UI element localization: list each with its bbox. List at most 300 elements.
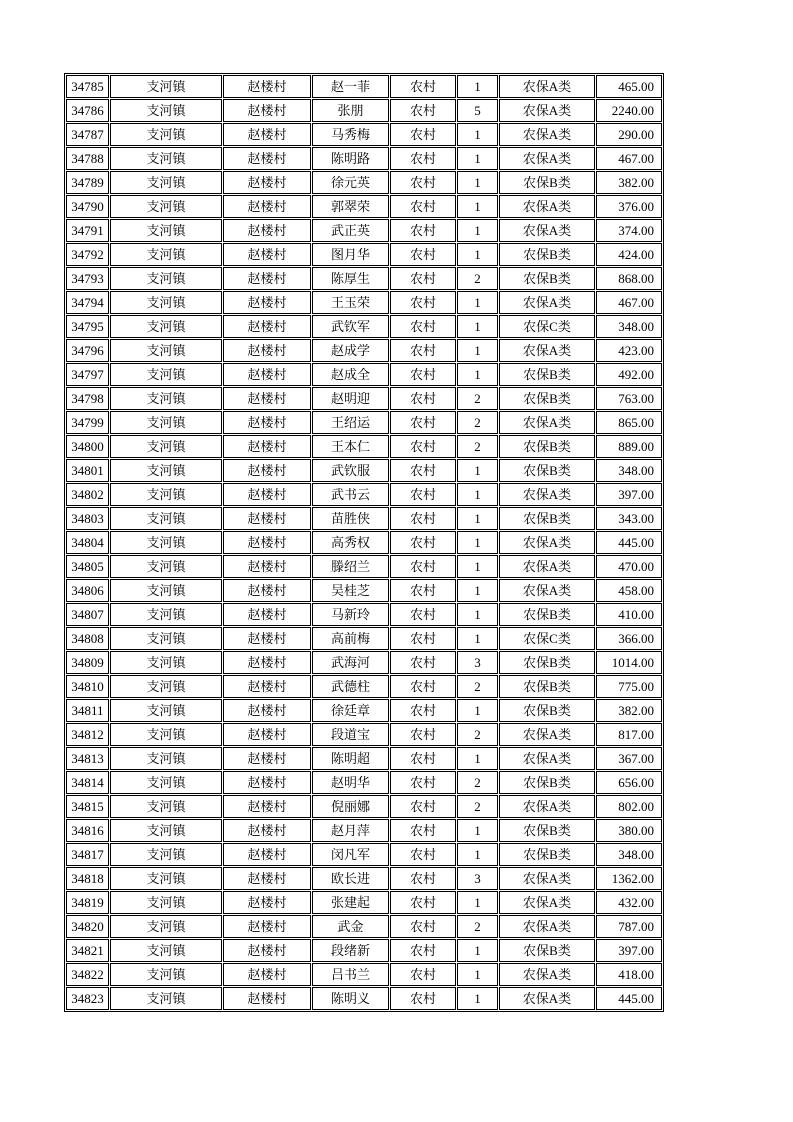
cell-residence-type: 农村 [390, 963, 456, 986]
cell-residence-type: 农村 [390, 747, 456, 770]
cell-residence-type: 农村 [390, 795, 456, 818]
cell-record-id: 34789 [66, 171, 109, 194]
cell-village: 赵楼村 [223, 987, 311, 1010]
cell-person-count: 1 [457, 603, 498, 626]
cell-town: 支河镇 [110, 75, 222, 98]
cell-residence-type: 农村 [390, 363, 456, 386]
cell-record-id: 34803 [66, 507, 109, 530]
cell-town: 支河镇 [110, 771, 222, 794]
cell-town: 支河镇 [110, 339, 222, 362]
cell-village: 赵楼村 [223, 603, 311, 626]
cell-amount: 1014.00 [596, 651, 662, 674]
cell-village: 赵楼村 [223, 867, 311, 890]
cell-person-count: 1 [457, 339, 498, 362]
cell-name: 陈明超 [312, 747, 389, 770]
cell-insurance-category: 农保C类 [499, 627, 595, 650]
cell-insurance-category: 农保C类 [499, 315, 595, 338]
cell-town: 支河镇 [110, 459, 222, 482]
cell-person-count: 2 [457, 723, 498, 746]
cell-record-id: 34820 [66, 915, 109, 938]
cell-insurance-category: 农保B类 [499, 243, 595, 266]
cell-record-id: 34812 [66, 723, 109, 746]
cell-residence-type: 农村 [390, 867, 456, 890]
cell-name: 武钦服 [312, 459, 389, 482]
cell-insurance-category: 农保A类 [499, 795, 595, 818]
cell-village: 赵楼村 [223, 675, 311, 698]
cell-town: 支河镇 [110, 195, 222, 218]
cell-residence-type: 农村 [390, 699, 456, 722]
cell-insurance-category: 农保A类 [499, 579, 595, 602]
table-body [66, 75, 662, 1010]
table-row [66, 75, 662, 98]
cell-amount: 367.00 [596, 747, 662, 770]
cell-amount: 343.00 [596, 507, 662, 530]
table-row [66, 555, 662, 578]
cell-record-id: 34819 [66, 891, 109, 914]
cell-insurance-category: 农保A类 [499, 867, 595, 890]
cell-town: 支河镇 [110, 267, 222, 290]
cell-village: 赵楼村 [223, 171, 311, 194]
cell-name: 赵月萍 [312, 819, 389, 842]
cell-record-id: 34821 [66, 939, 109, 962]
table-row [66, 123, 662, 146]
cell-name: 武海河 [312, 651, 389, 674]
table-row [66, 939, 662, 962]
cell-village: 赵楼村 [223, 771, 311, 794]
table-row [66, 459, 662, 482]
cell-amount: 432.00 [596, 891, 662, 914]
cell-insurance-category: 农保B类 [499, 507, 595, 530]
cell-town: 支河镇 [110, 387, 222, 410]
cell-residence-type: 农村 [390, 171, 456, 194]
cell-residence-type: 农村 [390, 579, 456, 602]
cell-record-id: 34788 [66, 147, 109, 170]
cell-person-count: 1 [457, 819, 498, 842]
cell-record-id: 34791 [66, 219, 109, 242]
cell-name: 滕绍兰 [312, 555, 389, 578]
cell-insurance-category: 农保A类 [499, 339, 595, 362]
cell-name: 段道宝 [312, 723, 389, 746]
cell-residence-type: 农村 [390, 147, 456, 170]
cell-name: 王玉荣 [312, 291, 389, 314]
cell-residence-type: 农村 [390, 987, 456, 1010]
cell-insurance-category: 农保A类 [499, 99, 595, 122]
cell-amount: 348.00 [596, 843, 662, 866]
cell-record-id: 34810 [66, 675, 109, 698]
cell-residence-type: 农村 [390, 291, 456, 314]
cell-residence-type: 农村 [390, 891, 456, 914]
cell-insurance-category: 农保A类 [499, 555, 595, 578]
cell-village: 赵楼村 [223, 387, 311, 410]
cell-residence-type: 农村 [390, 651, 456, 674]
cell-person-count: 1 [457, 579, 498, 602]
cell-town: 支河镇 [110, 915, 222, 938]
cell-residence-type: 农村 [390, 915, 456, 938]
cell-name: 赵一菲 [312, 75, 389, 98]
cell-amount: 410.00 [596, 603, 662, 626]
cell-person-count: 1 [457, 507, 498, 530]
cell-residence-type: 农村 [390, 123, 456, 146]
cell-amount: 424.00 [596, 243, 662, 266]
cell-town: 支河镇 [110, 147, 222, 170]
cell-person-count: 1 [457, 123, 498, 146]
cell-insurance-category: 农保A类 [499, 75, 595, 98]
cell-insurance-category: 农保B类 [499, 939, 595, 962]
table-row [66, 339, 662, 362]
table-row [66, 675, 662, 698]
cell-village: 赵楼村 [223, 291, 311, 314]
cell-town: 支河镇 [110, 723, 222, 746]
cell-residence-type: 农村 [390, 531, 456, 554]
cell-name: 张朋 [312, 99, 389, 122]
cell-insurance-category: 农保A类 [499, 915, 595, 938]
cell-person-count: 2 [457, 675, 498, 698]
cell-amount: 492.00 [596, 363, 662, 386]
cell-amount: 802.00 [596, 795, 662, 818]
cell-insurance-category: 农保A类 [499, 411, 595, 434]
cell-residence-type: 农村 [390, 435, 456, 458]
cell-town: 支河镇 [110, 987, 222, 1010]
cell-name: 赵明迎 [312, 387, 389, 410]
cell-insurance-category: 农保A类 [499, 723, 595, 746]
cell-residence-type: 农村 [390, 339, 456, 362]
cell-person-count: 5 [457, 99, 498, 122]
cell-name: 张建起 [312, 891, 389, 914]
cell-insurance-category: 农保A类 [499, 747, 595, 770]
cell-record-id: 34822 [66, 963, 109, 986]
cell-person-count: 1 [457, 483, 498, 506]
cell-amount: 889.00 [596, 435, 662, 458]
cell-insurance-category: 农保A类 [499, 123, 595, 146]
cell-town: 支河镇 [110, 555, 222, 578]
cell-residence-type: 农村 [390, 411, 456, 434]
cell-village: 赵楼村 [223, 411, 311, 434]
cell-town: 支河镇 [110, 483, 222, 506]
cell-village: 赵楼村 [223, 459, 311, 482]
cell-record-id: 34808 [66, 627, 109, 650]
cell-person-count: 1 [457, 699, 498, 722]
cell-insurance-category: 农保B类 [499, 843, 595, 866]
table-row [66, 267, 662, 290]
cell-name: 武德柱 [312, 675, 389, 698]
cell-amount: 423.00 [596, 339, 662, 362]
cell-amount: 374.00 [596, 219, 662, 242]
cell-record-id: 34795 [66, 315, 109, 338]
cell-town: 支河镇 [110, 435, 222, 458]
cell-residence-type: 农村 [390, 267, 456, 290]
cell-person-count: 1 [457, 891, 498, 914]
cell-person-count: 1 [457, 75, 498, 98]
cell-name: 马秀梅 [312, 123, 389, 146]
cell-town: 支河镇 [110, 123, 222, 146]
cell-town: 支河镇 [110, 843, 222, 866]
cell-record-id: 34800 [66, 435, 109, 458]
cell-town: 支河镇 [110, 579, 222, 602]
cell-name: 高前梅 [312, 627, 389, 650]
cell-village: 赵楼村 [223, 963, 311, 986]
cell-name: 吴桂芝 [312, 579, 389, 602]
table-row [66, 603, 662, 626]
cell-town: 支河镇 [110, 627, 222, 650]
cell-amount: 763.00 [596, 387, 662, 410]
cell-insurance-category: 农保B类 [499, 603, 595, 626]
cell-record-id: 34797 [66, 363, 109, 386]
cell-person-count: 2 [457, 915, 498, 938]
cell-person-count: 1 [457, 555, 498, 578]
cell-village: 赵楼村 [223, 579, 311, 602]
cell-name: 徐廷章 [312, 699, 389, 722]
table-row [66, 723, 662, 746]
cell-name: 图月华 [312, 243, 389, 266]
cell-amount: 382.00 [596, 171, 662, 194]
cell-village: 赵楼村 [223, 819, 311, 842]
cell-residence-type: 农村 [390, 99, 456, 122]
cell-residence-type: 农村 [390, 819, 456, 842]
cell-amount: 787.00 [596, 915, 662, 938]
cell-name: 陈明义 [312, 987, 389, 1010]
cell-person-count: 2 [457, 771, 498, 794]
table-row [66, 843, 662, 866]
cell-town: 支河镇 [110, 675, 222, 698]
cell-record-id: 34787 [66, 123, 109, 146]
cell-village: 赵楼村 [223, 915, 311, 938]
cell-person-count: 1 [457, 939, 498, 962]
cell-record-id: 34809 [66, 651, 109, 674]
cell-record-id: 34813 [66, 747, 109, 770]
cell-record-id: 34806 [66, 579, 109, 602]
cell-residence-type: 农村 [390, 723, 456, 746]
cell-village: 赵楼村 [223, 315, 311, 338]
cell-amount: 382.00 [596, 699, 662, 722]
cell-village: 赵楼村 [223, 843, 311, 866]
cell-residence-type: 农村 [390, 771, 456, 794]
cell-amount: 656.00 [596, 771, 662, 794]
cell-name: 倪丽娜 [312, 795, 389, 818]
cell-village: 赵楼村 [223, 699, 311, 722]
cell-amount: 458.00 [596, 579, 662, 602]
table-row [66, 483, 662, 506]
cell-name: 高秀权 [312, 531, 389, 554]
cell-residence-type: 农村 [390, 75, 456, 98]
cell-village: 赵楼村 [223, 75, 311, 98]
cell-insurance-category: 农保A类 [499, 963, 595, 986]
cell-person-count: 3 [457, 867, 498, 890]
cell-person-count: 1 [457, 195, 498, 218]
cell-name: 武金 [312, 915, 389, 938]
cell-village: 赵楼村 [223, 99, 311, 122]
cell-person-count: 1 [457, 987, 498, 1010]
cell-record-id: 34817 [66, 843, 109, 866]
cell-insurance-category: 农保B类 [499, 699, 595, 722]
cell-record-id: 34793 [66, 267, 109, 290]
table-row [66, 531, 662, 554]
cell-insurance-category: 农保A类 [499, 219, 595, 242]
cell-village: 赵楼村 [223, 939, 311, 962]
cell-town: 支河镇 [110, 315, 222, 338]
cell-person-count: 2 [457, 435, 498, 458]
cell-residence-type: 农村 [390, 195, 456, 218]
cell-village: 赵楼村 [223, 891, 311, 914]
cell-town: 支河镇 [110, 531, 222, 554]
cell-insurance-category: 农保B类 [499, 387, 595, 410]
cell-village: 赵楼村 [223, 651, 311, 674]
cell-residence-type: 农村 [390, 219, 456, 242]
cell-village: 赵楼村 [223, 219, 311, 242]
cell-village: 赵楼村 [223, 363, 311, 386]
cell-name: 徐元英 [312, 171, 389, 194]
table-row [66, 819, 662, 842]
cell-amount: 465.00 [596, 75, 662, 98]
cell-name: 陈厚生 [312, 267, 389, 290]
cell-town: 支河镇 [110, 747, 222, 770]
cell-name: 赵成学 [312, 339, 389, 362]
cell-town: 支河镇 [110, 699, 222, 722]
cell-name: 武钦军 [312, 315, 389, 338]
cell-record-id: 34818 [66, 867, 109, 890]
cell-town: 支河镇 [110, 939, 222, 962]
cell-town: 支河镇 [110, 603, 222, 626]
cell-person-count: 2 [457, 267, 498, 290]
cell-town: 支河镇 [110, 819, 222, 842]
cell-residence-type: 农村 [390, 627, 456, 650]
cell-amount: 817.00 [596, 723, 662, 746]
cell-village: 赵楼村 [223, 507, 311, 530]
table-row [66, 219, 662, 242]
cell-name: 王绍运 [312, 411, 389, 434]
cell-name: 武正英 [312, 219, 389, 242]
cell-village: 赵楼村 [223, 147, 311, 170]
cell-name: 闵凡军 [312, 843, 389, 866]
cell-record-id: 34799 [66, 411, 109, 434]
cell-amount: 418.00 [596, 963, 662, 986]
cell-record-id: 34816 [66, 819, 109, 842]
cell-person-count: 1 [457, 171, 498, 194]
cell-name: 赵成全 [312, 363, 389, 386]
cell-amount: 380.00 [596, 819, 662, 842]
table-row [66, 915, 662, 938]
cell-name: 段绪新 [312, 939, 389, 962]
cell-amount: 1362.00 [596, 867, 662, 890]
cell-insurance-category: 农保B类 [499, 771, 595, 794]
cell-record-id: 34823 [66, 987, 109, 1010]
cell-residence-type: 农村 [390, 459, 456, 482]
cell-insurance-category: 农保A类 [499, 531, 595, 554]
cell-village: 赵楼村 [223, 483, 311, 506]
cell-residence-type: 农村 [390, 315, 456, 338]
table-row [66, 699, 662, 722]
table-row [66, 747, 662, 770]
cell-name: 陈明路 [312, 147, 389, 170]
table-row [66, 987, 662, 1010]
cell-amount: 366.00 [596, 627, 662, 650]
table-row [66, 579, 662, 602]
table-row [66, 507, 662, 530]
cell-town: 支河镇 [110, 891, 222, 914]
cell-insurance-category: 农保B类 [499, 675, 595, 698]
cell-residence-type: 农村 [390, 675, 456, 698]
cell-record-id: 34811 [66, 699, 109, 722]
cell-amount: 376.00 [596, 195, 662, 218]
cell-residence-type: 农村 [390, 555, 456, 578]
cell-insurance-category: 农保B类 [499, 435, 595, 458]
cell-name: 欧长进 [312, 867, 389, 890]
cell-insurance-category: 农保A类 [499, 147, 595, 170]
cell-amount: 467.00 [596, 291, 662, 314]
cell-amount: 470.00 [596, 555, 662, 578]
cell-name: 郭翠荣 [312, 195, 389, 218]
cell-town: 支河镇 [110, 963, 222, 986]
cell-record-id: 34794 [66, 291, 109, 314]
cell-record-id: 34790 [66, 195, 109, 218]
table-row [66, 315, 662, 338]
table-row [66, 99, 662, 122]
cell-residence-type: 农村 [390, 243, 456, 266]
cell-record-id: 34785 [66, 75, 109, 98]
cell-amount: 868.00 [596, 267, 662, 290]
cell-town: 支河镇 [110, 411, 222, 434]
cell-amount: 397.00 [596, 483, 662, 506]
cell-insurance-category: 农保B类 [499, 267, 595, 290]
cell-record-id: 34792 [66, 243, 109, 266]
cell-insurance-category: 农保B类 [499, 819, 595, 842]
cell-village: 赵楼村 [223, 195, 311, 218]
cell-name: 赵明华 [312, 771, 389, 794]
cell-amount: 775.00 [596, 675, 662, 698]
table-row [66, 291, 662, 314]
cell-village: 赵楼村 [223, 747, 311, 770]
cell-record-id: 34804 [66, 531, 109, 554]
cell-insurance-category: 农保A类 [499, 483, 595, 506]
cell-person-count: 2 [457, 795, 498, 818]
cell-person-count: 1 [457, 219, 498, 242]
cell-village: 赵楼村 [223, 123, 311, 146]
cell-village: 赵楼村 [223, 555, 311, 578]
cell-name: 吕书兰 [312, 963, 389, 986]
cell-amount: 348.00 [596, 459, 662, 482]
cell-town: 支河镇 [110, 243, 222, 266]
cell-amount: 397.00 [596, 939, 662, 962]
cell-record-id: 34802 [66, 483, 109, 506]
cell-village: 赵楼村 [223, 627, 311, 650]
table-row [66, 411, 662, 434]
cell-town: 支河镇 [110, 171, 222, 194]
table-row [66, 795, 662, 818]
cell-record-id: 34814 [66, 771, 109, 794]
cell-insurance-category: 农保B类 [499, 363, 595, 386]
table-row [66, 243, 662, 266]
table-row [66, 435, 662, 458]
cell-village: 赵楼村 [223, 723, 311, 746]
table-row [66, 195, 662, 218]
cell-person-count: 1 [457, 243, 498, 266]
cell-town: 支河镇 [110, 651, 222, 674]
table-row [66, 771, 662, 794]
cell-amount: 348.00 [596, 315, 662, 338]
cell-record-id: 34801 [66, 459, 109, 482]
cell-town: 支河镇 [110, 507, 222, 530]
cell-village: 赵楼村 [223, 795, 311, 818]
cell-record-id: 34807 [66, 603, 109, 626]
cell-amount: 2240.00 [596, 99, 662, 122]
cell-person-count: 1 [457, 459, 498, 482]
cell-record-id: 34798 [66, 387, 109, 410]
cell-record-id: 34786 [66, 99, 109, 122]
cell-residence-type: 农村 [390, 939, 456, 962]
table-row [66, 651, 662, 674]
cell-person-count: 1 [457, 531, 498, 554]
cell-name: 武书云 [312, 483, 389, 506]
cell-insurance-category: 农保B类 [499, 459, 595, 482]
